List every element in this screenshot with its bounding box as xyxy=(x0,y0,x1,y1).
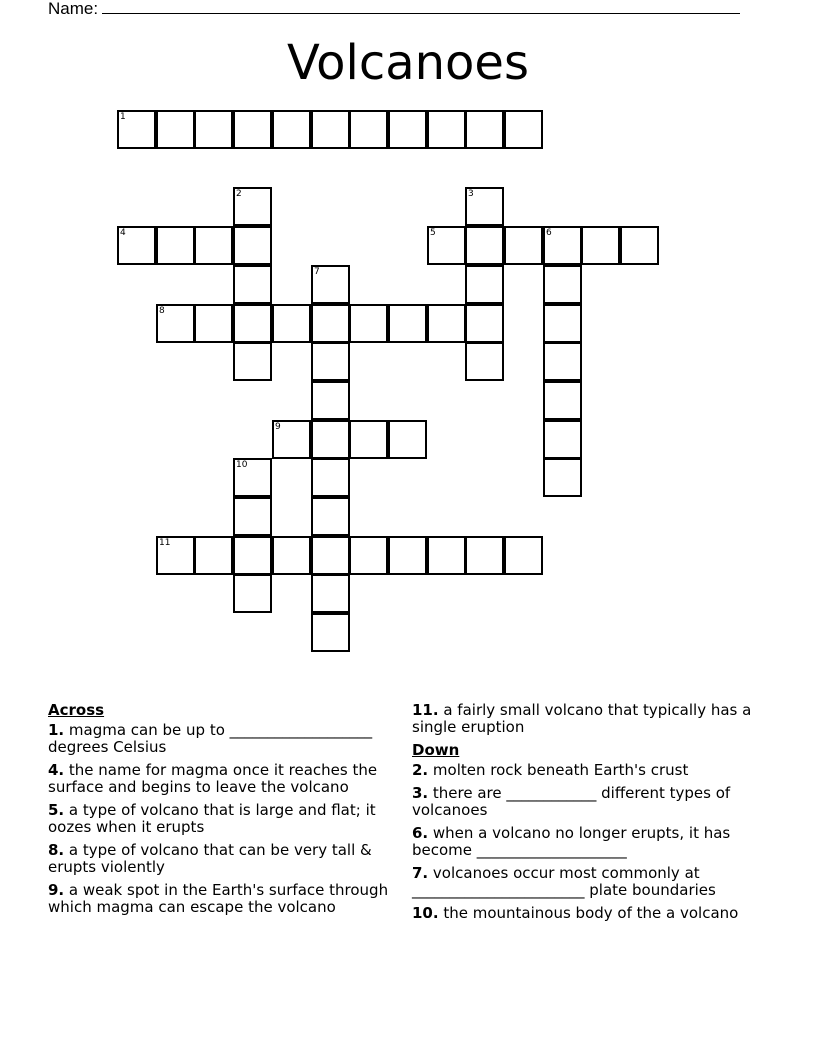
grid-cell[interactable] xyxy=(194,110,233,149)
across-clue-8: 8. a type of volcano that can be very tall & erupts violently xyxy=(48,841,372,876)
grid-cell[interactable] xyxy=(272,110,311,149)
clue-number: 10 xyxy=(236,460,248,470)
grid-cell[interactable] xyxy=(543,342,582,381)
name-field xyxy=(48,0,740,18)
grid-cell[interactable] xyxy=(233,226,272,265)
across-clue-1: 1. magma can be up to ___________________ degrees Celsius xyxy=(48,721,373,756)
grid-cell[interactable] xyxy=(272,536,311,575)
grid-cell[interactable] xyxy=(581,226,620,265)
grid-cell[interactable] xyxy=(233,458,272,497)
grid-cell[interactable] xyxy=(465,265,504,304)
grid-cell[interactable] xyxy=(388,110,427,149)
down-clue-3: 3. there are ____________ different types of volcanoes xyxy=(412,784,731,819)
grid-cell[interactable] xyxy=(543,226,582,265)
grid-cell[interactable] xyxy=(233,342,272,381)
grid-cell[interactable] xyxy=(311,304,350,343)
across-clue-9: 9. a weak spot in the Earth's surface through which magma can escape the volcano xyxy=(48,881,389,916)
grid-cell[interactable] xyxy=(272,420,311,459)
clue-number: 11 xyxy=(159,538,171,548)
down-clue-6: 6. when a volcano no longer erupts, it has become ____________________ xyxy=(412,824,731,859)
grid-cell[interactable] xyxy=(311,574,350,613)
grid-cell[interactable] xyxy=(388,420,427,459)
grid-cell[interactable] xyxy=(233,536,272,575)
clues-column-right xyxy=(412,702,772,928)
name-blank-line[interactable] xyxy=(102,0,740,14)
grid-cell[interactable] xyxy=(233,110,272,149)
grid-cell[interactable] xyxy=(156,226,195,265)
grid-cell[interactable] xyxy=(194,304,233,343)
clue-number: 8 xyxy=(159,306,165,316)
across-clue-4: 4. the name for magma once it reaches the surface and begins to leave the volcano xyxy=(48,761,378,796)
grid-cell[interactable] xyxy=(620,226,659,265)
grid-cell[interactable] xyxy=(465,342,504,381)
grid-cell[interactable] xyxy=(349,304,388,343)
grid-cell[interactable] xyxy=(427,110,466,149)
clue-number: 5 xyxy=(430,228,436,238)
grid-cell[interactable] xyxy=(543,420,582,459)
grid-cell[interactable] xyxy=(311,265,350,304)
across-clue-5: 5. a type of volcano that is large and flat; it oozes when it erupts xyxy=(48,801,376,836)
grid-cell[interactable] xyxy=(117,226,156,265)
grid-cell[interactable] xyxy=(194,226,233,265)
grid-cell[interactable] xyxy=(388,304,427,343)
grid-cell[interactable] xyxy=(233,265,272,304)
grid-cell[interactable] xyxy=(156,536,195,575)
down-clue-7: 7. volcanoes occur most commonly at _______________________ plate boundaries xyxy=(412,864,716,899)
grid-cell[interactable] xyxy=(311,458,350,497)
clues-column-left xyxy=(48,702,390,922)
grid-cell[interactable] xyxy=(349,536,388,575)
down-clue-2: 2. molten rock beneath Earth's crust xyxy=(412,761,689,779)
grid-cell[interactable] xyxy=(388,536,427,575)
grid-cell[interactable] xyxy=(311,342,350,381)
clue-number: 1 xyxy=(120,112,126,122)
grid-cell[interactable] xyxy=(311,381,350,420)
grid-cell[interactable] xyxy=(465,226,504,265)
across-heading: Across xyxy=(48,701,105,719)
grid-cell[interactable] xyxy=(543,265,582,304)
grid-cell[interactable] xyxy=(504,110,543,149)
clue-number: 7 xyxy=(314,267,320,277)
clue-number: 4 xyxy=(120,228,126,238)
grid-cell[interactable] xyxy=(543,458,582,497)
clue-number: 3 xyxy=(468,189,474,199)
name-label: Name: xyxy=(48,0,99,18)
grid-cell[interactable] xyxy=(233,304,272,343)
grid-cell[interactable] xyxy=(311,536,350,575)
grid-cell[interactable] xyxy=(117,110,156,149)
grid-cell[interactable] xyxy=(349,110,388,149)
down-heading: Down xyxy=(412,741,460,759)
grid-cell[interactable] xyxy=(156,304,195,343)
grid-cell[interactable] xyxy=(504,536,543,575)
clue-number: 2 xyxy=(236,189,242,199)
clue-number: 9 xyxy=(275,422,281,432)
grid-cell[interactable] xyxy=(233,574,272,613)
grid-cell[interactable] xyxy=(504,226,543,265)
grid-cell[interactable] xyxy=(233,187,272,226)
grid-cell[interactable] xyxy=(233,497,272,536)
grid-cell[interactable] xyxy=(465,304,504,343)
grid-cell[interactable] xyxy=(427,304,466,343)
page-title: Volcanoes xyxy=(287,35,529,91)
grid-cell[interactable] xyxy=(465,536,504,575)
grid-cell[interactable] xyxy=(465,187,504,226)
grid-cell[interactable] xyxy=(272,304,311,343)
grid-cell[interactable] xyxy=(194,536,233,575)
down-clue-10: 10. the mountainous body of the a volcano xyxy=(412,904,739,922)
grid-cell[interactable] xyxy=(427,536,466,575)
grid-cell[interactable] xyxy=(543,381,582,420)
clue-number: 6 xyxy=(546,228,552,238)
grid-cell[interactable] xyxy=(311,497,350,536)
grid-cell[interactable] xyxy=(427,226,466,265)
grid-cell[interactable] xyxy=(311,420,350,459)
grid-cell[interactable] xyxy=(543,304,582,343)
across-clue-11: 11. a fairly small volcano that typically has a single eruption xyxy=(412,701,752,736)
grid-cell[interactable] xyxy=(156,110,195,149)
grid-cell[interactable] xyxy=(349,420,388,459)
grid-cell[interactable] xyxy=(465,110,504,149)
grid-cell[interactable] xyxy=(311,613,350,652)
grid-cell[interactable] xyxy=(311,110,350,149)
